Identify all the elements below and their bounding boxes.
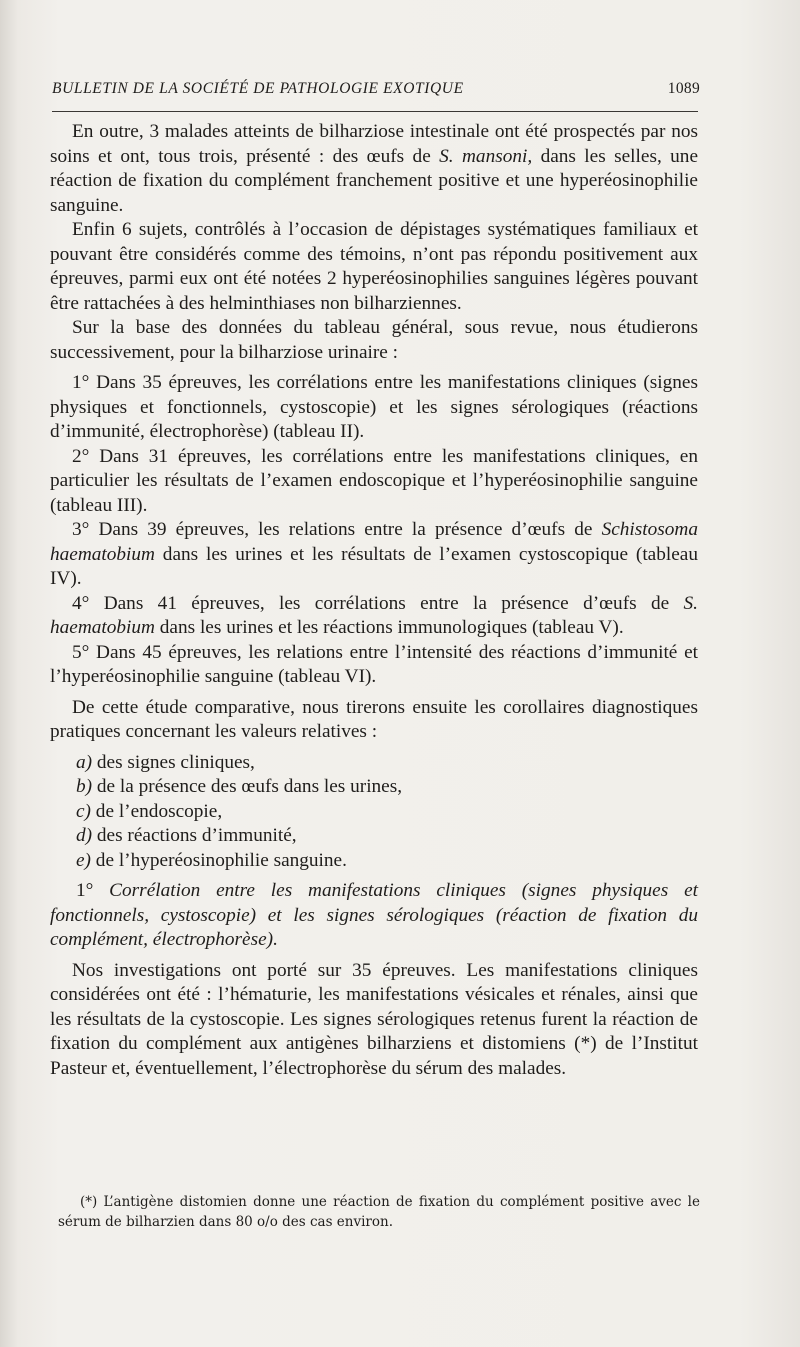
section-heading — [50, 879, 698, 953]
paragraph-text: dans les selles, une réaction de fixation du complément franchement positive et une hyperéosinophilie sanguine. — [50, 145, 699, 216]
list-text: de l’hyperéosinophilie sanguine. — [90, 849, 347, 871]
section-number: 1° — [76, 880, 94, 901]
list-text: des signes cliniques, — [92, 751, 255, 773]
list-label: d) — [76, 825, 93, 846]
list-item-d — [50, 824, 698, 849]
list-item-b — [50, 775, 698, 800]
species-name: S. mansoni, — [439, 145, 533, 167]
section-title: Corrélation entre les manifestations cliniques (signes physiques et fonctionnels, cystoscopie) et les signes sérologiques (réaction de fixation du complément, électrophorèse). — [50, 880, 698, 950]
species-name: Schistosoma haematobium — [50, 519, 698, 565]
paragraph-text: En outre, 3 malades atteints de bilharziose intestinale ont été prospectés par nos soins et ont, tous trois, présenté : des œufs de — [50, 121, 698, 167]
species-name: S. haematobium — [50, 592, 698, 638]
item-text: 3° Dans 39 épreuves, les relations entre la présence d’œufs de — [72, 519, 602, 540]
item-text: dans les urines et les réactions immunologiques (tableau V). — [154, 617, 624, 638]
page-number: 1089 — [667, 80, 700, 97]
header-rule — [52, 111, 698, 112]
list-item-e — [50, 849, 698, 874]
footnote-text: (*) L’antigène distomien donne une réaction de fixation du complément positive avec le sérum de bilharzien dans 80 o/o des cas environ. — [58, 1194, 700, 1230]
numbered-item-5: 5° Dans 45 épreuves, les relations entre l’intensité des réactions d’immunité et l’hyperéosinophilie sanguine (tableau VI). — [50, 641, 698, 687]
list-text: de l’endoscopie, — [90, 800, 223, 822]
paragraph-corollaries: De cette étude comparative, nous tirerons ensuite les corollaires diagnostiques pratiques concernant les valeurs relatives : — [50, 696, 698, 742]
list-label: c) — [76, 800, 91, 822]
numbered-item-2: 2° Dans 31 épreuves, les corrélations entre les manifestations cliniques, en particulier les résultats de l’examen endoscopique et l’hyperéosinophilie sanguine (tableau III). — [50, 445, 698, 516]
numbered-item-4 — [50, 592, 698, 641]
list-label: a) — [76, 751, 93, 773]
article-body — [50, 120, 698, 1081]
paragraph-plan: Sur la base des données du tableau général, sous revue, nous étudierons successivement, pour la bilharziose urinaire : — [50, 317, 698, 363]
item-text: 4° Dans 41 épreuves, les corrélations entre la présence d’œufs de — [72, 592, 684, 614]
numbered-item-1: 1° Dans 35 épreuves, les corrélations entre les manifestations cliniques (signes physiques et fonctionnels, cystoscopie) et les signes sérologiques (réactions d’immunité, électrophorèse) (tableau II). — [50, 372, 698, 442]
journal-title: BULLETIN DE LA SOCIÉTÉ DE PATHOLOGIE EXOTIQUE — [52, 80, 464, 97]
paragraph-intestinal — [50, 120, 698, 218]
footnote — [58, 1192, 700, 1232]
paragraph-investigations: Nos investigations ont porté sur 35 épreuves. Les manifestations cliniques considérées ont été : l’hématurie, les manifestations vésicales et rénales, ainsi que les résultats de la cystoscopie. Les signes sérologiques retenus furent la réaction de fixation du complément aux antigènes bilharziens et distomiens (*) de l’Institut Pasteur et, éventuellement, l’électrophorèse du sérum des malades. — [50, 959, 698, 1079]
list-label: e) — [76, 849, 91, 871]
list-text: de la présence des œufs dans les urines, — [92, 776, 403, 797]
list-item-c — [50, 800, 698, 825]
item-text: dans les urines et les résultats de l’examen cystoscopique (tableau IV). — [50, 543, 698, 589]
list-item-a — [50, 751, 698, 776]
running-header — [52, 80, 700, 98]
numbered-item-3 — [50, 518, 698, 592]
list-text: des réactions d’immunité, — [92, 825, 297, 846]
paragraph-controls: Enfin 6 sujets, contrôlés à l’occasion de dépistages systématiques familiaux et pouvant être considérés comme des témoins, n’ont pas répondu positivement aux épreuves, parmi eux ont été notées 2 hyperéosinophilies sanguines légères pouvant être rattachées à des helminthiases non bilharziennes. — [50, 219, 698, 314]
list-label: b) — [76, 776, 93, 797]
